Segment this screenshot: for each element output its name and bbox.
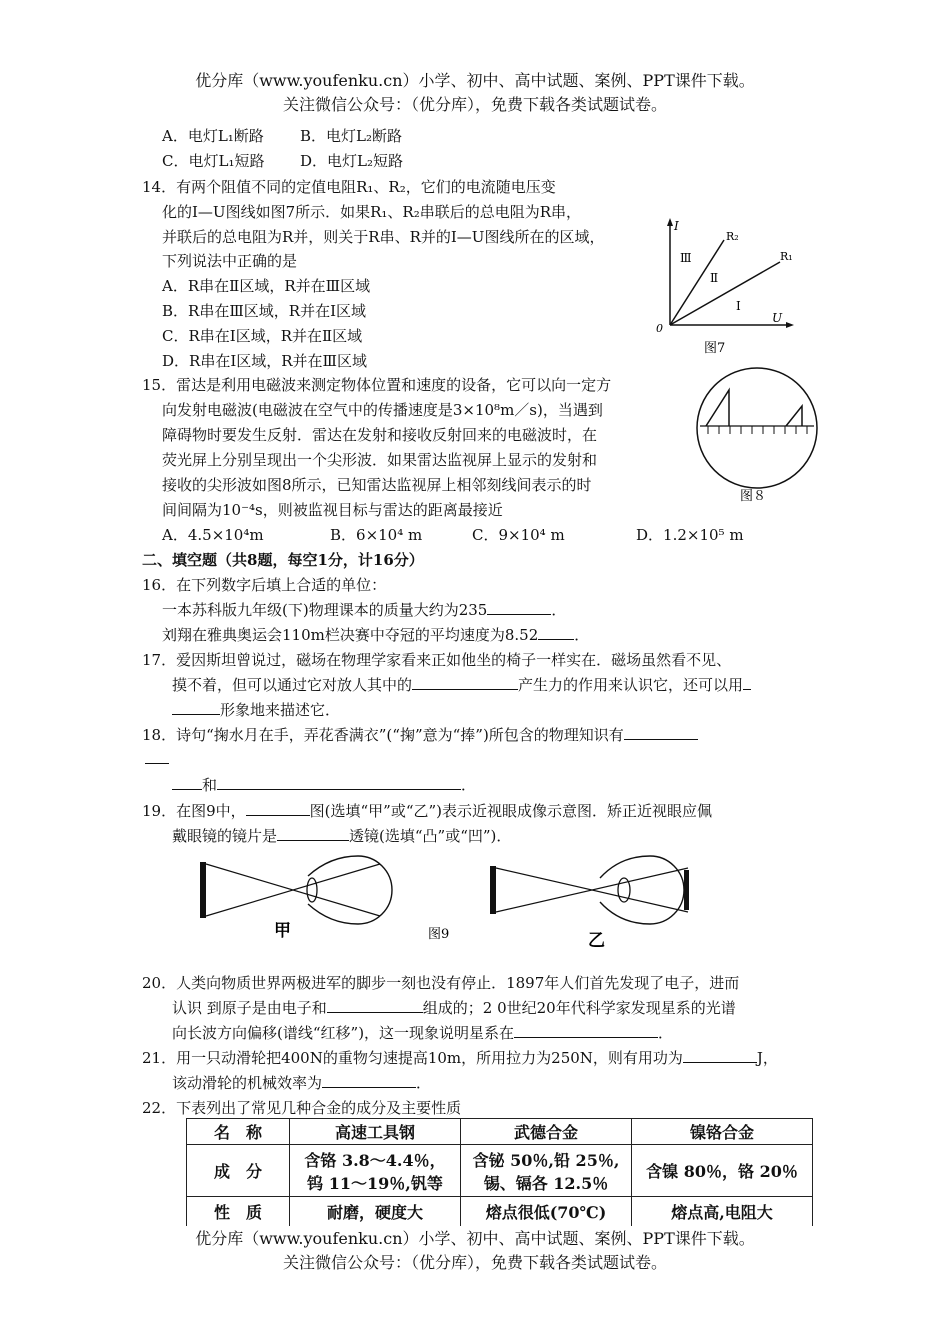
figure-9-caption: 图9 bbox=[428, 927, 450, 942]
i-axis-arrow bbox=[667, 218, 673, 226]
figure-7-iu-graph bbox=[650, 212, 800, 360]
q19-line-1b: 图(选填“甲”或“乙”)表示近视眼成像示意图．矫正近视眼应佩 bbox=[309, 802, 713, 820]
q15-option-a: A．4.5×10⁴m bbox=[162, 526, 264, 544]
q15-line-5: 接收的尖形波如图8所示，已知雷达监视屏上相邻刻线间表示的时 bbox=[162, 476, 592, 494]
q16-line-2: 一本苏科版九年级(下)物理课本的质量大约为235 ． bbox=[162, 601, 567, 619]
cell-nichrome-composition: 含镍 80％，铬 20％ bbox=[632, 1145, 813, 1197]
q19-blank-2[interactable] bbox=[277, 826, 349, 841]
header-high-speed-steel: 高速工具钢 bbox=[290, 1119, 461, 1145]
q21-unit: J， bbox=[756, 1049, 778, 1067]
emitted-pulse bbox=[706, 390, 729, 426]
q14-line-3: 并联后的总电阻为R并，则关于R串、R并的I—U图线所在的区域， bbox=[162, 228, 605, 246]
q19-line-2b: 透镜(选填“凸”或“凹”)． bbox=[349, 827, 512, 845]
cell-woods-properties: 熔点很低(70℃) bbox=[461, 1197, 632, 1227]
q19-line-2a: 戴眼镜的镜片是 bbox=[172, 827, 278, 845]
q13-option-b: B．电灯L₂断路 bbox=[300, 127, 402, 145]
q19-line-2 bbox=[172, 825, 511, 846]
q14-line-1: 14．有两个阻值不同的定值电阻R₁、R₂，它们的电流随电压变 bbox=[142, 178, 556, 196]
q20-line-3: 向长波方向偏移(谱线“红移”)，这一现象说明星系在 ． bbox=[172, 1024, 674, 1042]
q13-option-a: A．电灯L₁断路 bbox=[162, 127, 264, 145]
q19-line-1 bbox=[142, 800, 712, 821]
r1-label: R₁ bbox=[780, 250, 793, 263]
cell-nichrome-properties: 熔点高,电阻大 bbox=[632, 1197, 813, 1227]
figure-9-eye-diagrams bbox=[190, 850, 710, 950]
q17-line-1: 17．爱因斯坦曾说过，磁场在物理学家看来正如他坐的椅子一样实在．磁场虽然看不见、 bbox=[142, 651, 732, 669]
label-jia: 甲 bbox=[274, 921, 291, 941]
q20-blank-2[interactable] bbox=[514, 1023, 658, 1038]
q18-line-3-text: 和 bbox=[202, 776, 218, 794]
q18-line-1 bbox=[142, 724, 698, 745]
table-header-row bbox=[187, 1119, 813, 1145]
q17-line-3 bbox=[172, 699, 340, 720]
q14-option-d: D．R串在Ⅰ区域，R并在Ⅲ区域 bbox=[162, 352, 368, 370]
q16-line-3: 刘翔在雅典奥运会110m栏决赛中夺冠的平均速度为8.52 ． bbox=[162, 626, 590, 644]
q22-line-1: 22．下表列出了常见几种合金的成分及主要性质 bbox=[142, 1099, 462, 1117]
figure-8-caption: 图８ bbox=[740, 489, 767, 504]
q17-blank-1[interactable] bbox=[412, 675, 518, 690]
header-line-1: 优分库（www.youfenku.cn）小学、初中、高中试题、案例、PPT课件下载。 bbox=[195, 71, 755, 90]
footer-line-1: 优分库（www.youfenku.cn）小学、初中、高中试题、案例、PPT课件下载。 bbox=[0, 1226, 950, 1249]
q14-line-4: 下列说法中正确的是 bbox=[162, 252, 298, 270]
q18-blank-1-end[interactable] bbox=[172, 775, 202, 790]
q15-line-4: 荧光屏上分别呈现出一个尖形波．如果雷达监视屏上显示的发射和 bbox=[162, 451, 598, 469]
q18-blank-2[interactable] bbox=[217, 775, 461, 790]
q21-blank-1[interactable] bbox=[683, 1048, 757, 1063]
region-2-label: Ⅱ bbox=[710, 271, 719, 285]
q16-line-1: 16．在下列数字后填上合适的单位： bbox=[142, 576, 387, 594]
q15-line-2: 向发射电磁波(电磁波在空气中的传播速度是3×10⁸m／s)，当遇到 bbox=[162, 401, 603, 419]
header-nichrome: 镍铬合金 bbox=[632, 1119, 813, 1145]
q17-blank-2[interactable] bbox=[172, 700, 220, 715]
q13-option-d: D．电灯L₂短路 bbox=[300, 152, 404, 170]
i-axis-label: I bbox=[674, 219, 679, 233]
q19-blank-1[interactable] bbox=[246, 801, 310, 816]
eye-diagram-right bbox=[490, 856, 689, 924]
q21-blank-2[interactable] bbox=[322, 1073, 416, 1088]
q18-line-1-text: 18．诗句“掬水月在手，弄花香满衣”(“掬”意为“捧”)所包含的物理知识有 bbox=[142, 726, 624, 744]
q21-line-1-text: 21．用一只动滑轮把400N的重物匀速提高10m，所用拉力为250N，则有用功为 bbox=[142, 1049, 683, 1067]
footer-line-2: 关注微信公众号：（优分库），免费下载各类试题试卷。 bbox=[282, 1253, 667, 1272]
q20-line-2b: 组成的；2 0世纪20年代科学家发现星系的光谱 bbox=[422, 999, 736, 1017]
cell-hss-composition: 含铬 3.8～4.4％， 钨 11～19％,钒等 bbox=[290, 1145, 461, 1197]
q16-blank-2[interactable] bbox=[538, 625, 574, 640]
q15-line-1: 15．雷达是利用电磁波来测定物体位置和速度的设备，它可以向一定方 bbox=[142, 376, 612, 394]
q20-blank-1[interactable] bbox=[327, 998, 423, 1013]
figure-8-radar-screen bbox=[684, 366, 832, 508]
region-3-label: Ⅲ bbox=[680, 251, 692, 265]
q17-line-2 bbox=[172, 674, 751, 695]
q15-option-c: C．9×10⁴ m bbox=[472, 526, 565, 544]
header-name: 名 称 bbox=[187, 1119, 290, 1145]
alloy-table bbox=[186, 1118, 813, 1227]
q14-option-c: C．R串在Ⅰ区域，R并在Ⅱ区域 bbox=[162, 327, 363, 345]
region-1-label: Ⅰ bbox=[736, 299, 741, 313]
section-2-title: 二、填空题（共8题，每空1分，计16分） bbox=[142, 551, 424, 569]
q16-line-2-text: 一本苏科版九年级(下)物理课本的质量大约为235 bbox=[162, 601, 488, 619]
figure-7-caption: 图7 bbox=[704, 341, 726, 356]
u-axis-label: U bbox=[772, 311, 783, 325]
q15-option-d: D．1.2×10⁵ m bbox=[636, 526, 744, 544]
row-label-properties: 性 质 bbox=[187, 1197, 290, 1227]
header-line-2: 关注微信公众号：（优分库），免费下载各类试题试卷。 bbox=[282, 95, 667, 114]
q18-line-3: 和 ． bbox=[172, 774, 476, 795]
q14-option-b: B．R串在Ⅲ区域，R并在Ⅰ区域 bbox=[162, 302, 367, 320]
q17-line-3-text: 形象地来描述它． bbox=[220, 701, 341, 719]
row-label-composition: 成 分 bbox=[187, 1145, 290, 1197]
label-yi: 乙 bbox=[588, 931, 605, 950]
q21-line-2-text: 该动滑轮的机械效率为 bbox=[172, 1074, 323, 1092]
radar-screen-circle bbox=[697, 368, 817, 488]
q16-blank-1[interactable] bbox=[487, 600, 551, 615]
q16-line-3-text: 刘翔在雅典奥运会110m栏决赛中夺冠的平均速度为8.52 bbox=[162, 626, 539, 644]
q20-line-3-text: 向长波方向偏移(谱线“红移”)，这一现象说明星系在 bbox=[172, 1024, 515, 1042]
q14-option-a: A．R串在Ⅱ区域，R并在Ⅲ区域 bbox=[162, 277, 371, 295]
q20-line-2 bbox=[172, 997, 736, 1018]
received-pulse bbox=[786, 406, 802, 426]
q15-line-3: 障碍物时要发生反射．雷达在发射和接收反射回来的电磁波时，在 bbox=[162, 426, 598, 444]
q15-line-6: 间间隔为10⁻⁴s，则被监视目标与雷达的距离最接近 bbox=[162, 501, 503, 519]
q20-line-1: 20．人类向物质世界两极进军的脚步一刻也没有停止．1897年人们首先发现了电子，进而 bbox=[142, 974, 740, 992]
q20-line-2a: 认识 到原子是由电子和 bbox=[172, 999, 327, 1017]
q18-blank-1-cont[interactable] bbox=[145, 749, 169, 764]
q18-blank-1[interactable] bbox=[624, 725, 698, 740]
q19-line-1a: 19．在图9中， bbox=[142, 802, 246, 820]
q13-option-c: C．电灯L₁短路 bbox=[162, 152, 265, 170]
eye-diagram-left bbox=[200, 856, 392, 924]
header-woods-metal: 武德合金 bbox=[461, 1119, 632, 1145]
q17-line-2a: 摸不着，但可以通过它对放人其中的 bbox=[172, 676, 413, 694]
q15-option-b: B．6×10⁴ m bbox=[330, 526, 423, 544]
cell-hss-properties: 耐磨，硬度大 bbox=[290, 1197, 461, 1227]
q14-line-2: 化的I—U图线如图7所示．如果R₁、R₂串联后的总电阻为R串， bbox=[162, 203, 582, 221]
q17-line-2b: 产生力的作用来认识它，还可以用 bbox=[518, 676, 744, 694]
radar-tick-marks bbox=[708, 426, 807, 434]
q21-line-1 bbox=[142, 1047, 778, 1068]
table-row-properties bbox=[187, 1197, 813, 1227]
table-row-composition bbox=[187, 1145, 813, 1197]
r2-label: R₂ bbox=[726, 230, 739, 243]
u-axis-arrow bbox=[786, 322, 794, 328]
r1-line bbox=[670, 262, 780, 325]
q21-line-2: 该动滑轮的机械效率为 ． bbox=[172, 1074, 432, 1092]
cell-woods-composition: 含铋 50％,铅 25％, 锡、镉各 12.5％ bbox=[461, 1145, 632, 1197]
origin-label: 0 bbox=[656, 322, 663, 335]
